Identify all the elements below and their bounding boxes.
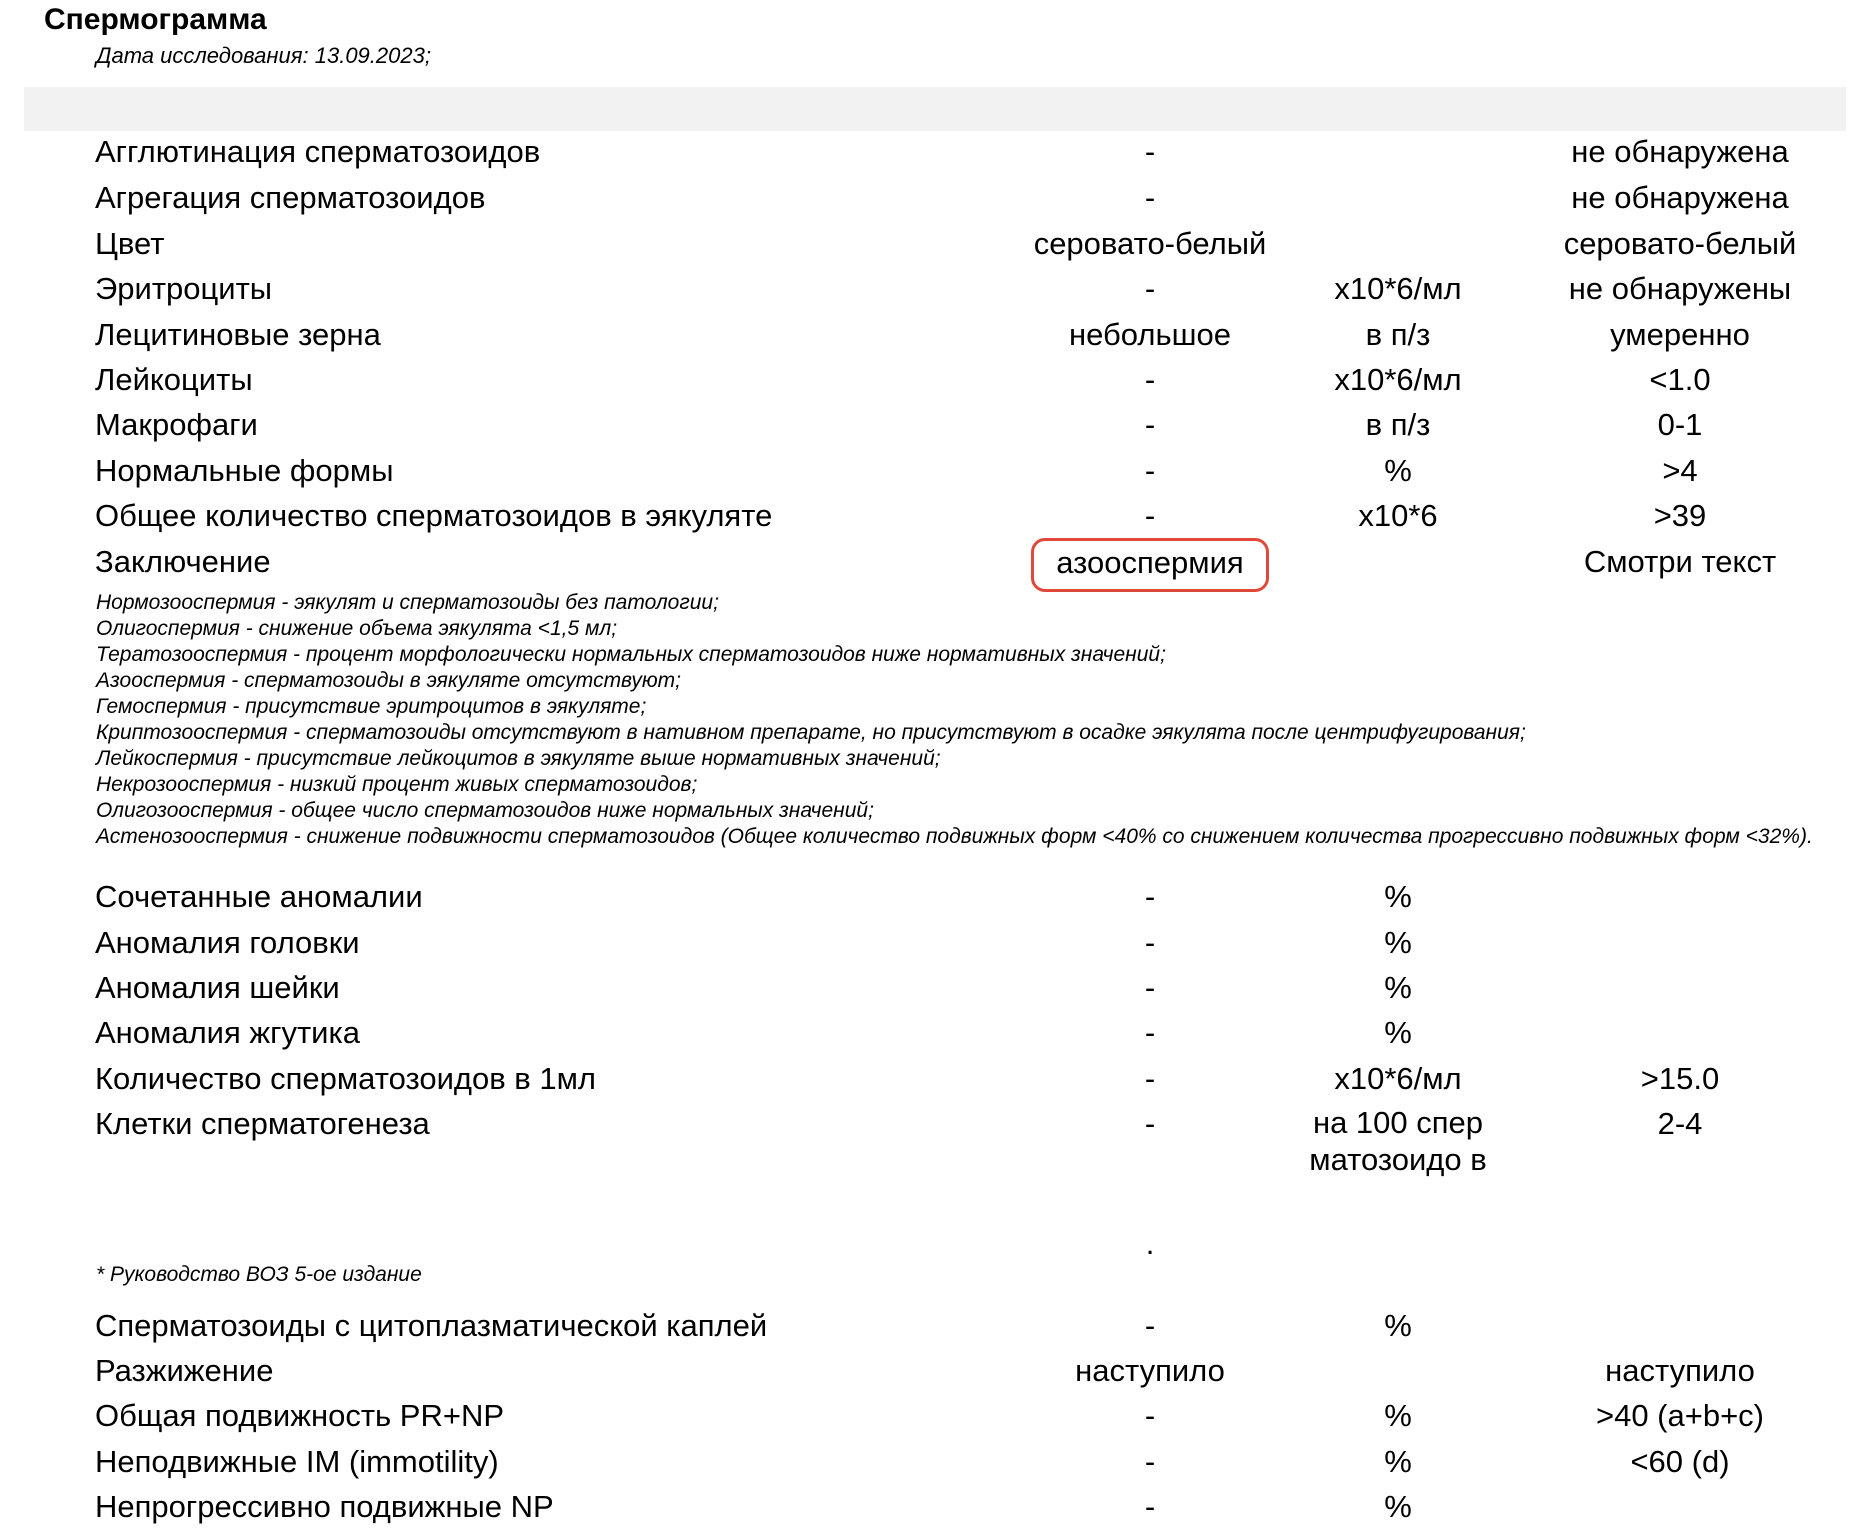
parameter-value: - — [1144, 1015, 1156, 1050]
reference-value: Смотри текст — [1583, 544, 1777, 579]
parameter-unit: % — [1384, 453, 1412, 488]
definition-line: Гемоспермия - присутствие эритроцитов в эякуляте; — [96, 695, 647, 718]
reference-value: наступило — [1605, 1353, 1755, 1388]
parameter-unit: % — [1384, 970, 1412, 1005]
parameter-value: серовато-белый — [1033, 226, 1267, 261]
parameter-value: - — [1144, 271, 1156, 306]
parameter-unit: в п/з — [1365, 317, 1431, 352]
parameter-name: Агглютинация сперматозоидов — [95, 134, 541, 169]
reference-value: умеренно — [1610, 317, 1750, 352]
table-row — [0, 496, 1870, 542]
reference-value: не обнаружены — [1568, 271, 1792, 306]
table-row-conclusion — [0, 542, 1870, 588]
table-row — [0, 451, 1870, 497]
definition-line: Олигоспермия - снижение объема эякулята <1,5 мл; — [96, 617, 618, 640]
parameter-unit: на 100 сперматозоидо в — [1309, 1105, 1487, 1177]
reference-value: 2-4 — [1657, 1106, 1703, 1141]
parameter-value: - — [1144, 453, 1156, 488]
definition-line: Астенозооспермия - снижение подвижности сперматозоидов (Общее количество подвижных форм <40% со снижением количества прогрессивно подвижных форм <32%). — [96, 825, 1813, 848]
table-row — [0, 1059, 1870, 1105]
parameter-unit: % — [1384, 1398, 1412, 1433]
parameter-name: Заключение — [95, 544, 271, 579]
parameter-name: Лейкоциты — [95, 362, 253, 397]
reference-value: не обнаружена — [1571, 180, 1789, 215]
definition-line: Лейкоспермия - присутствие лейкоцитов в эякуляте выше нормативных значений; — [96, 747, 941, 770]
table-row — [0, 1396, 1870, 1442]
parameter-name: Макрофаги — [95, 407, 258, 442]
parameter-name: Нормальные формы — [95, 453, 394, 488]
parameter-value: - — [1144, 1444, 1156, 1479]
table-row — [0, 315, 1870, 361]
parameter-name: Цвет — [95, 226, 165, 261]
conclusion-value — [1000, 542, 1300, 592]
parameter-value: - — [1144, 1308, 1156, 1343]
definition-line: Криптозооспермия - сперматозоиды отсутствуют в нативном препарате, но присутствуют в осадке эякулята после центрифугирования; — [96, 721, 1526, 744]
parameter-value: небольшое — [1069, 317, 1231, 352]
reference-value: не обнаружена — [1571, 134, 1789, 169]
highlighted-conclusion: азооспермия — [1031, 538, 1268, 592]
parameter-name: Агрегация сперматозоидов — [95, 180, 486, 215]
definition-line: Нормозооспермия - эякулят и сперматозоиды без патологии; — [96, 591, 719, 614]
parameter-value: - — [1144, 879, 1156, 914]
table-row — [0, 178, 1870, 224]
parameter-name: Общее количество сперматозоидов в эякуляте — [95, 498, 773, 533]
table-row — [0, 1442, 1870, 1488]
reference-value: >4 — [1662, 453, 1698, 488]
table-row — [0, 1351, 1870, 1397]
table-row — [0, 1013, 1870, 1059]
report-title: Спермограмма — [44, 3, 267, 36]
parameter-value: - — [1144, 407, 1156, 442]
table-row — [0, 132, 1870, 178]
parameter-unit: % — [1384, 879, 1412, 914]
parameter-unit: % — [1384, 1308, 1412, 1343]
parameter-name: Аномалия головки — [95, 925, 360, 960]
parameter-value: - — [1144, 134, 1156, 169]
table-row — [0, 1306, 1870, 1352]
parameter-unit: % — [1384, 1015, 1412, 1050]
table-row — [0, 923, 1870, 969]
who-footnote: * Руководство ВОЗ 5-ое издание — [96, 1263, 422, 1286]
definition-line: Некрозооспермия - низкий процент живых сперматозоидов; — [96, 773, 698, 796]
parameter-unit: % — [1384, 925, 1412, 960]
parameter-unit: в п/з — [1365, 407, 1431, 442]
parameter-name: Эритроциты — [95, 271, 273, 306]
parameter-value: - — [1144, 498, 1156, 533]
parameter-value: наступило — [1075, 1353, 1225, 1388]
reference-value: <1.0 — [1649, 362, 1711, 397]
reference-value: >39 — [1653, 498, 1707, 533]
reference-value: серовато-белый — [1563, 226, 1797, 261]
table-row — [0, 1104, 1870, 1214]
table-row — [0, 405, 1870, 451]
parameter-unit: x10*6 — [1358, 498, 1438, 533]
parameter-value: - — [1144, 1489, 1156, 1524]
table-row — [0, 224, 1870, 270]
parameter-value: - — [1144, 1398, 1156, 1433]
parameter-unit: x10*6/мл — [1334, 362, 1462, 397]
table-row — [0, 360, 1870, 406]
parameter-name: Сперматозоиды с цитоплазматической каплей — [95, 1308, 768, 1343]
reference-value: 0-1 — [1657, 407, 1703, 442]
parameter-name: Аномалия жгутика — [95, 1015, 360, 1050]
parameter-value: - — [1144, 1106, 1156, 1141]
separator-dot: . — [1145, 1226, 1155, 1261]
parameter-name: Непрогрессивно подвижные NP — [95, 1489, 554, 1524]
parameter-value: - — [1144, 1061, 1156, 1096]
parameter-name: Количество сперматозоидов в 1мл — [95, 1061, 597, 1096]
parameter-name: Лецитиновые зерна — [95, 317, 381, 352]
definition-line: Тератозооспермия - процент морфологически нормальных сперматозоидов ниже нормативных значений; — [96, 643, 1166, 666]
parameter-value: - — [1144, 362, 1156, 397]
parameter-unit: x10*6/мл — [1334, 271, 1462, 306]
conclusion-definitions — [96, 590, 1816, 850]
parameter-unit: % — [1384, 1489, 1412, 1524]
table-row — [0, 1487, 1870, 1532]
reference-value: <60 (d) — [1630, 1444, 1730, 1479]
parameter-name: Аномалия шейки — [95, 970, 340, 1005]
parameter-name: Общая подвижность PR+NP — [95, 1398, 505, 1433]
table-row — [0, 877, 1870, 923]
table-row — [0, 968, 1870, 1014]
parameter-value: - — [1144, 180, 1156, 215]
parameter-name: Неподвижные IM (immotility) — [95, 1444, 499, 1479]
parameter-value: - — [1144, 970, 1156, 1005]
reference-value: >40 (a+b+c) — [1595, 1398, 1765, 1433]
table-row — [0, 269, 1870, 315]
reference-value: >15.0 — [1640, 1061, 1720, 1096]
parameter-name: Сочетанные аномалии — [95, 879, 423, 914]
definition-line: Азооспермия - сперматозоиды в эякуляте отсутствуют; — [96, 669, 681, 692]
parameter-value: - — [1144, 925, 1156, 960]
table-header-bar — [24, 87, 1846, 131]
parameter-name: Клетки сперматогенеза — [95, 1106, 430, 1141]
parameter-unit: x10*6/мл — [1334, 1061, 1462, 1096]
parameter-unit: % — [1384, 1444, 1412, 1479]
definition-line: Олигозооспермия - общее число сперматозоидов ниже нормальных значений; — [96, 799, 874, 822]
study-date: Дата исследования: 13.09.2023; — [96, 43, 431, 68]
parameter-name: Разжижение — [95, 1353, 274, 1388]
